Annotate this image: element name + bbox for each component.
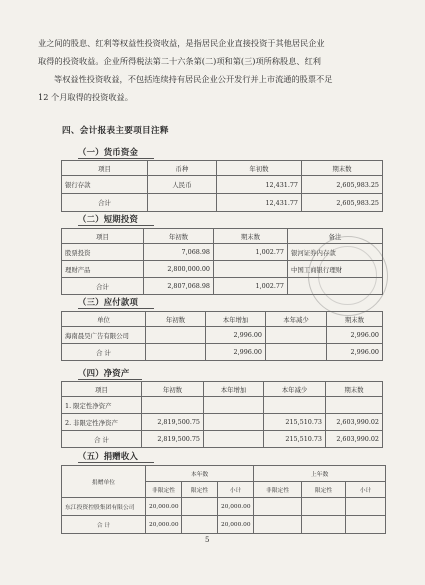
- header-cell: 本年增加: [204, 382, 264, 397]
- cell: [264, 397, 326, 414]
- table-row: [62, 327, 383, 344]
- header-cell: 年初数: [142, 382, 204, 397]
- header-cell: 小计: [218, 482, 254, 498]
- header-cell: 期末数: [214, 229, 288, 244]
- cell: [254, 516, 302, 534]
- cell: 20,000.00: [218, 498, 254, 516]
- cell: 银河证券内存款: [288, 244, 383, 261]
- cell: 2,603,990.02: [326, 414, 383, 431]
- table-header-row: [62, 161, 383, 176]
- header-cell: 期末数: [327, 312, 383, 327]
- cell: 20,000.00: [146, 498, 182, 516]
- cell: [346, 516, 386, 534]
- cell: [214, 261, 288, 278]
- header-cell: 项目: [62, 382, 142, 397]
- header-cell: 备注: [288, 229, 383, 244]
- table-row: [62, 498, 386, 516]
- cell: 12,431.77: [217, 176, 302, 194]
- cell: 12,431.77: [217, 194, 302, 212]
- header-cell: 本年增加: [206, 312, 266, 327]
- section-title: 四、会计报表主要项目注释: [62, 126, 169, 136]
- header-cell: 年初数: [144, 229, 214, 244]
- cell: 7,068.98: [144, 244, 214, 261]
- cell: 2,996.00: [327, 327, 383, 344]
- cell: [148, 194, 217, 212]
- cell: [302, 498, 346, 516]
- intro-line: 业之间的股息、红利等权益性投资收益，是指居民企业直接投资于其他居民企业: [38, 38, 325, 48]
- table-header-row: [62, 466, 386, 482]
- cell: [302, 516, 346, 534]
- cell: 理财产品: [62, 261, 144, 278]
- cell: [146, 327, 206, 344]
- header-cell: 本年减少: [264, 382, 326, 397]
- cell: 2,996.00: [327, 344, 383, 361]
- cell: 人民币: [148, 176, 217, 194]
- cell: 合 计: [62, 516, 146, 534]
- cell: 股票投资: [62, 244, 144, 261]
- net-assets-title-text: （四）净资产: [78, 368, 130, 378]
- cell: 2,800,000.00: [144, 261, 214, 278]
- intro-paragraph: [38, 34, 398, 106]
- header-cell: 项目: [62, 229, 144, 244]
- cell: [204, 431, 264, 448]
- header-cell: 本年数: [146, 466, 254, 482]
- cell: [266, 344, 327, 361]
- seal-stamp: [308, 236, 388, 316]
- header-cell: 限定性: [182, 482, 218, 498]
- cell: 215,510.73: [264, 414, 326, 431]
- cell: 2,603,990.02: [326, 431, 383, 448]
- cash-table: [61, 160, 383, 212]
- cell: 215,510.73: [264, 431, 326, 448]
- header-cell: 年初数: [217, 161, 302, 176]
- net-assets-title: [78, 367, 129, 379]
- short-invest-title-text: （二）短期投资: [78, 214, 139, 224]
- header-cell: 项目: [62, 161, 148, 176]
- table-row: [62, 176, 383, 194]
- cell: 2,819,500.75: [142, 431, 204, 448]
- donation-table: [61, 465, 386, 534]
- header-cell: 期末数: [302, 161, 383, 176]
- cell: 2,807,068.98: [144, 278, 214, 295]
- header-cell: 捐赠单位: [62, 466, 146, 498]
- table-header-row: [62, 382, 383, 397]
- cash-title-text: （一）货币资金: [78, 147, 139, 157]
- cell: 1,002.77: [214, 244, 288, 261]
- header-cell: 限定性: [302, 482, 346, 498]
- cell: 1,002.77: [214, 278, 288, 295]
- cell: [146, 344, 206, 361]
- cell: [326, 397, 383, 414]
- title-underline: [78, 225, 154, 226]
- cell: 合 计: [62, 431, 142, 448]
- intro-line: 取得的投资收益。企业所得税法第二十六条第(二)项和第(三)项所称股息、红利: [38, 56, 321, 66]
- table-row: [62, 414, 383, 431]
- title-underline: [78, 379, 142, 380]
- title-underline: [78, 158, 154, 159]
- header-cell: 单位: [62, 312, 146, 327]
- cell: 银行存款: [62, 176, 148, 194]
- cell: 20,000.00: [146, 516, 182, 534]
- header-cell: 上年数: [254, 466, 386, 482]
- header-cell: 非限定性: [146, 482, 182, 498]
- receivable-table: [61, 311, 383, 361]
- cell: 2,605,983.25: [302, 194, 383, 212]
- cell: 20,000.00: [218, 516, 254, 534]
- cell: 东江投资控股集团有限公司: [62, 498, 146, 516]
- intro-line-text: 等权益性投资收益，不包括连续持有居民企业公开发行并上市流通的股票不足: [54, 74, 333, 84]
- table-row: [62, 397, 383, 414]
- cash-title: [78, 146, 138, 158]
- cell: [346, 498, 386, 516]
- cell: 2,819,500.75: [142, 414, 204, 431]
- table-row: [62, 431, 383, 448]
- header-cell: 期末数: [326, 382, 383, 397]
- cell: [182, 516, 218, 534]
- donation-title-text: （五）捐赠收入: [78, 451, 139, 461]
- header-cell: 年初数: [146, 312, 206, 327]
- table-row: [62, 516, 386, 534]
- table-header-row: [62, 312, 383, 327]
- cell: 中国工商银行理财: [288, 261, 383, 278]
- cell: [254, 498, 302, 516]
- header-cell: 小计: [346, 482, 386, 498]
- cell: 2,996.00: [206, 344, 266, 361]
- cell: 2. 非限定性净资产: [62, 414, 142, 431]
- cell: 合 计: [62, 344, 146, 361]
- donation-title: [78, 450, 138, 462]
- table-row: [62, 194, 383, 212]
- cell: [266, 327, 327, 344]
- cell: [182, 498, 218, 516]
- cell: [204, 397, 264, 414]
- net-assets-table: [61, 381, 383, 448]
- cell: 1. 限定性净资产: [62, 397, 142, 414]
- cell: 2,996.00: [206, 327, 266, 344]
- intro-line: 12 个月取得的投资收益。: [38, 92, 133, 102]
- receivable-title: [78, 296, 138, 308]
- title-underline: [78, 462, 154, 463]
- cell: 海南晨昊广告有限公司: [62, 327, 146, 344]
- cell: 合计: [62, 194, 148, 212]
- table-row: [62, 344, 383, 361]
- short-invest-title: [78, 213, 138, 225]
- cell: [142, 397, 204, 414]
- cell: 合计: [62, 278, 144, 295]
- header-cell: 币种: [148, 161, 217, 176]
- intro-line: [38, 70, 398, 88]
- header-cell: 本年减少: [266, 312, 327, 327]
- page-number: 5: [205, 536, 210, 544]
- cell: 2,605,983.25: [302, 176, 383, 194]
- receivable-title-text: （三）应付款项: [78, 297, 139, 307]
- title-underline: [78, 308, 154, 309]
- header-cell: 非限定性: [254, 482, 302, 498]
- cell: [204, 414, 264, 431]
